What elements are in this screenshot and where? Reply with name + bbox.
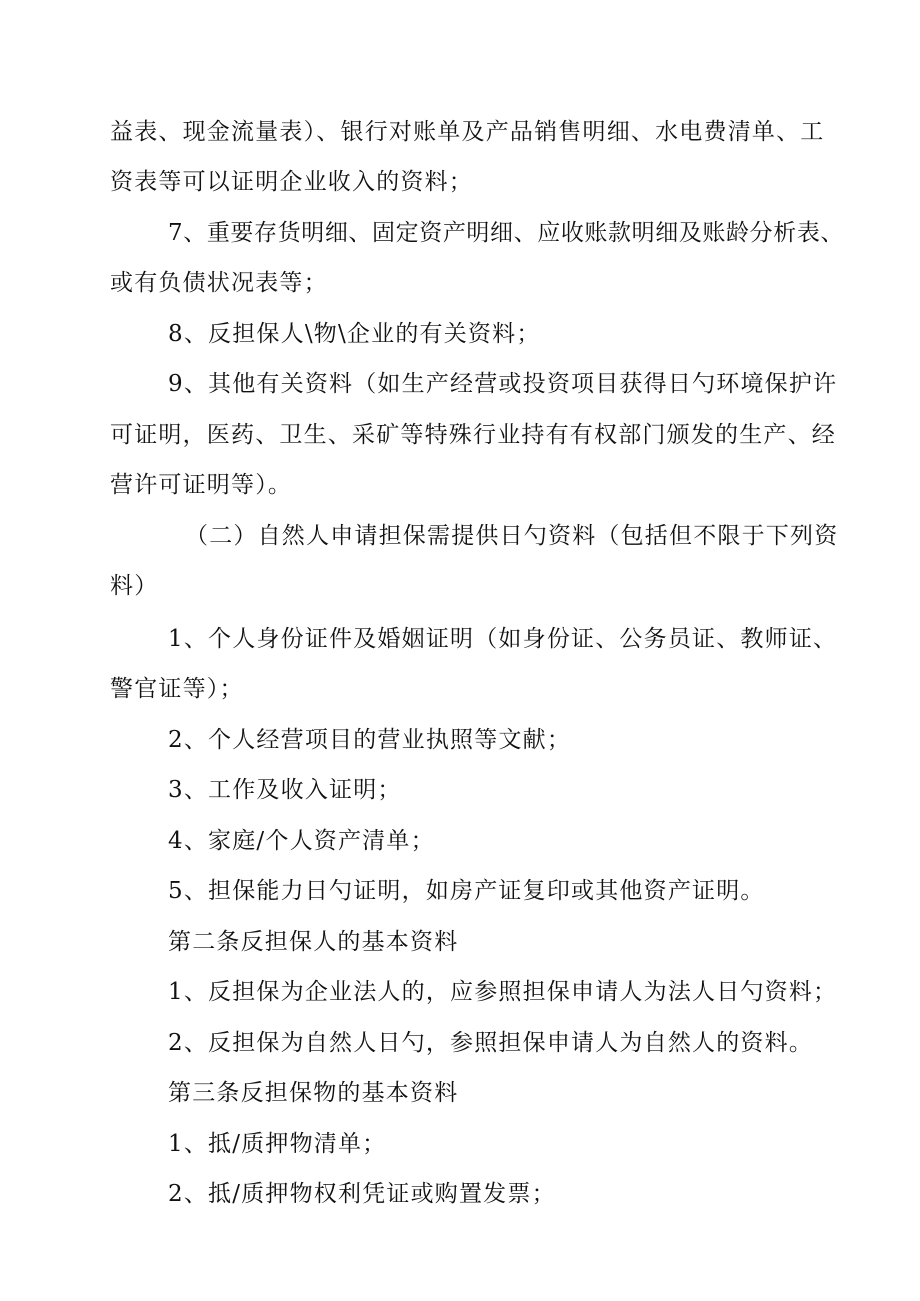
text-line: 或有负债状况表等； — [110, 270, 328, 296]
text-line: 料） — [110, 573, 159, 599]
text-line: 1、反担保为企业法人的，应参照担保申请人为法人日勺资料； — [168, 979, 838, 1005]
text-line: 可证明，医药、卫生、采矿等特殊行业持有有权部门颁发的生产、经 — [110, 422, 836, 448]
text-line: 8、反担保人\物\企业的有关资料； — [168, 321, 541, 347]
text-line: 1、个人身份证件及婚姻证明（如身份证、公务员证、教师证、 — [168, 626, 838, 652]
text-line: 1、抵/质押物清单； — [168, 1131, 387, 1157]
text-line: 2、个人经营项目的营业执照等文献； — [168, 727, 572, 753]
text-line: 5、担保能力日勺证明，如房产证复印或其他资产证明。 — [168, 878, 765, 904]
text-line: 营许可证明等）。 — [110, 472, 293, 498]
text-line: 3、工作及收入证明； — [168, 777, 402, 803]
section-heading: 第三条反担保物的基本资料 — [168, 1080, 459, 1106]
text-line: 4、家庭/个人资产清单； — [168, 828, 435, 854]
text-line: 2、抵/质押物权利凭证或购置发票； — [168, 1181, 556, 1207]
text-line: 9、其他有关资料（如生产经营或投资项目获得日勺环境保护许 — [168, 371, 838, 397]
text-line: 资表等可以证明企业收入的资料； — [110, 169, 473, 195]
section-heading: 第二条反担保人的基本资料 — [168, 929, 459, 955]
text-line: （二）自然人申请担保需提供日勺资料（包括但不限于下列资 — [185, 523, 839, 549]
text-line: 益表、现金流量表）、银行对账单及产品销售明细、水电费清单、工 — [110, 119, 825, 145]
text-line: 7、重要存货明细、固定资产明细、应收账款明细及账龄分析表、 — [168, 220, 845, 246]
text-line: 警官证等）； — [110, 676, 244, 702]
text-line: 2、反担保为自然人日勺，参照担保申请人为自然人的资料。 — [168, 1030, 814, 1056]
